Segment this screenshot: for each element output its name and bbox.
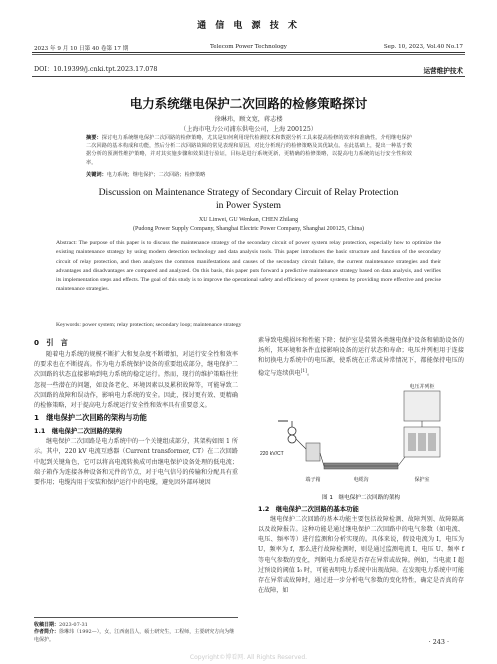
ct-coil-2	[288, 435, 296, 443]
header-rule-thin	[32, 54, 465, 55]
keywords-cn	[86, 171, 412, 178]
received-date: 2023-07-31	[59, 622, 88, 628]
architecture-paragraph: 继电保护二次回路是电力系统中的一个关键组成部分，其架构如图 1 所示。其中，220 kV 电流互感器（Current transformer, CT）在二次回路中起到关键角色，它可以将高电流转换成可由继电保护设备处理的低电流；端子箱作为连接各种设备和元件的节点，对于电气信号的传输和分配具有重要作用；电缆沟用于安装和保护运行中的电缆，避免因外部环境因	[34, 438, 238, 487]
section-heading-intro: 0 引 言	[34, 338, 68, 347]
abstract-en: Abstract: The purpose of this paper is to discuss the maintenance strategy of the secondary circuit of power system relay protection, especially how to optimize the existing maintenance strategy by using modern detection technology and data analysis tools. This paper introduces the basic structure and function of the secondary circuit of relay protection, and then analyzes the common manifestations and causes of the secondary circuit failure, the current maintenance strategies and their advantages and disadvantages are compared and analyzed. On this basis, this paper puts forward a predictive maintenance strategy based on data analysis, and verifies its implementation steps and effects. The goal of this study is to improve the operational safety and efficiency of power systems by providing more effective and precise maintenance strategies.	[56, 240, 441, 293]
terminal-box-label: 端子箱	[305, 476, 321, 483]
voltage-cabinet-shape	[404, 391, 440, 421]
received-label: 收稿日期：	[34, 622, 60, 628]
page-number: · 243 ·	[428, 638, 449, 646]
ct-coil-1	[288, 427, 296, 435]
doi-rule	[32, 76, 465, 77]
protection-room-label: 保护室	[414, 476, 430, 483]
affiliation-en: (Pudong Power Supply Company, Shanghai Electric Power Company, Shanghai 200125, China)	[132, 226, 365, 232]
continued-paragraph: 素导致电缆损坏和性能下降；保护室是装置各类继电保护设备和辅助设备的场所，其环境和条件直接影响设备的运行状态和寿命；电压并列柜用于连接和切换电力系统中的电压源，使系统在正常或异常情况下，都能保持电压的稳定与连续供电[1]。	[258, 337, 464, 377]
reference-marker: [1]	[300, 368, 308, 374]
subsection-heading-1-1: 1.1 继电保护二次回路的架构	[34, 427, 123, 436]
keywords-label-cn: 关键词：	[86, 172, 107, 178]
abstract-text-cn: 探讨电力系统继电保护二次回路的检修策略，尤其是如何利用现代检测技术和数据分析工具来提高检修的效率和准确性。介绍继电保护二次回路的基本构成和功能，然后分析二次回路故障的常见表现和原因，对比分析现行的检修策略及其优缺点。在此基础上，提出一种基于数据分析的预测性维护策略，并对其实施步骤和效果进行验证，目标是进行系统更新，更精确的检修策略，以提高电力系统的运行安全性和效率。	[86, 135, 412, 166]
paper-title-en-line2: in Power System	[215, 200, 282, 211]
relay-panel-3	[428, 433, 436, 451]
figure-caption: 图 1 继电保护二次回路的架构	[321, 494, 401, 501]
author-bio-label: 作者简介：	[34, 629, 60, 636]
voltage-cabinet-label: 电压并列柜	[409, 383, 435, 390]
issue-date-cn: 2023 年 9 月 10 日第 40 卷第 17 期	[34, 46, 129, 52]
paper-title-cn: 电力系统继电保护二次回路的检修策略探讨	[129, 96, 368, 111]
keywords-en: Keywords: power system; relay protection; secondary loop; maintenance strategy	[56, 322, 242, 328]
left-column	[34, 336, 238, 488]
footnote	[34, 617, 238, 644]
continued-paragraph-text: 素导致电缆损坏和性能下降；保护室是装置各类继电保护设备和辅助设备的场所，其环境和条件直接影响设备的运行状态和寿命；电压并列柜用于连接和切换电力系统中的电压源，使系统在正常或异常情况下，都能保持电压的稳定与连续供电	[258, 337, 464, 377]
keywords-text-cn: 电力系统；继电保护；二次回路；检修策略	[106, 172, 206, 178]
cable-trench-label: 电缆沟	[353, 476, 369, 483]
ct-label: 220 kV/CT	[260, 450, 284, 457]
paper-title-en	[0, 186, 497, 212]
doi: DOI：10.19399/j.cnki.tpt.2023.17.078	[34, 65, 158, 73]
wire-ct-terminal	[296, 439, 306, 449]
journal-header	[0, 0, 497, 62]
affiliation-cn: （上海市电力公司浦东供电公司，上海 200125）	[180, 126, 317, 133]
right-column	[258, 336, 464, 596]
authors-en: XU Linwei, GU Wenkan, CHEN Zhilang	[198, 217, 299, 223]
figure-1	[258, 381, 464, 491]
column-tag: 运营维护技术	[423, 67, 463, 75]
section-heading-1: 1 继电保护二次回路的架构与功能	[34, 413, 147, 423]
copyright-watermark: Copyright©博看网. All Rights Reserved.	[189, 654, 308, 661]
abstract-cn	[86, 134, 412, 167]
terminal-box-shape	[306, 443, 320, 461]
abstract-label-cn: 摘要：	[86, 135, 102, 141]
journal-title-en: Telecom Power Technology	[210, 44, 287, 50]
relay-panel-1	[408, 433, 416, 451]
authors-cn: 徐琳玮，顾文宽，蒋志楼	[214, 116, 283, 123]
issue-date-en: Sep. 10, 2023, Vol.40 No.17	[383, 44, 463, 50]
header-rule	[32, 52, 465, 53]
author-bio: 徐琳玮（1992—），女，江西南昌人，硕士研究生，工程师，主要研究方向为继电保护。	[34, 629, 235, 643]
subsection-heading-1-2: 1.2 继电保护二次回路的基本功能	[258, 504, 359, 513]
function-paragraph: 继电保护二次回路的基本功能主要包括故障检测、故障判别、故障隔离以及故障报告。这种功能是通过继电保护二次回路中的电气参数（如电流、电压、频率等）进行监测和分析实现的。具体来说，假设电流为 I，电压为 U，频率为 f，那么进行故障检测时，则是通过监测电流 I、电压 U、频率 f 等电气参数的变化，判断电力系统是否存在异常或故障。例如，当电流 I 超过预设的阈值 I₀ 时，可能表明电力系统中出现故障。在发现电力系统中可能存在异常或故障时，通过进一步分析电气参数的变化特性，确定是否真的存在故障，如	[258, 515, 464, 595]
intro-paragraph: 随着电力系统的规模不断扩大和复杂度不断增加，对运行安全性和效率的要求也在不断提高。作为电力系统保护设备的重要组成部分，继电保护二次回路的状态直接影响到电力系统的稳定运行。然而，现行的维护策略往往忽视一些潜在的问题，如设备老化、环境因素以及累积故障等，可能导致二次回路的故障和误动作，影响电力系统的安全。因此，探讨更有效、更精确的检修策略，对于提高电力系统运行安全性和效率具有重要意义。	[34, 351, 238, 410]
circuit-diagram	[258, 381, 464, 491]
relay-panel-2	[418, 433, 426, 451]
journal-title: 通 信 电 源 技 术	[197, 21, 300, 31]
paper-title-en-line1: Discussion on Maintenance Strategy of Secondary Circuit of Relay Protection	[98, 187, 399, 198]
